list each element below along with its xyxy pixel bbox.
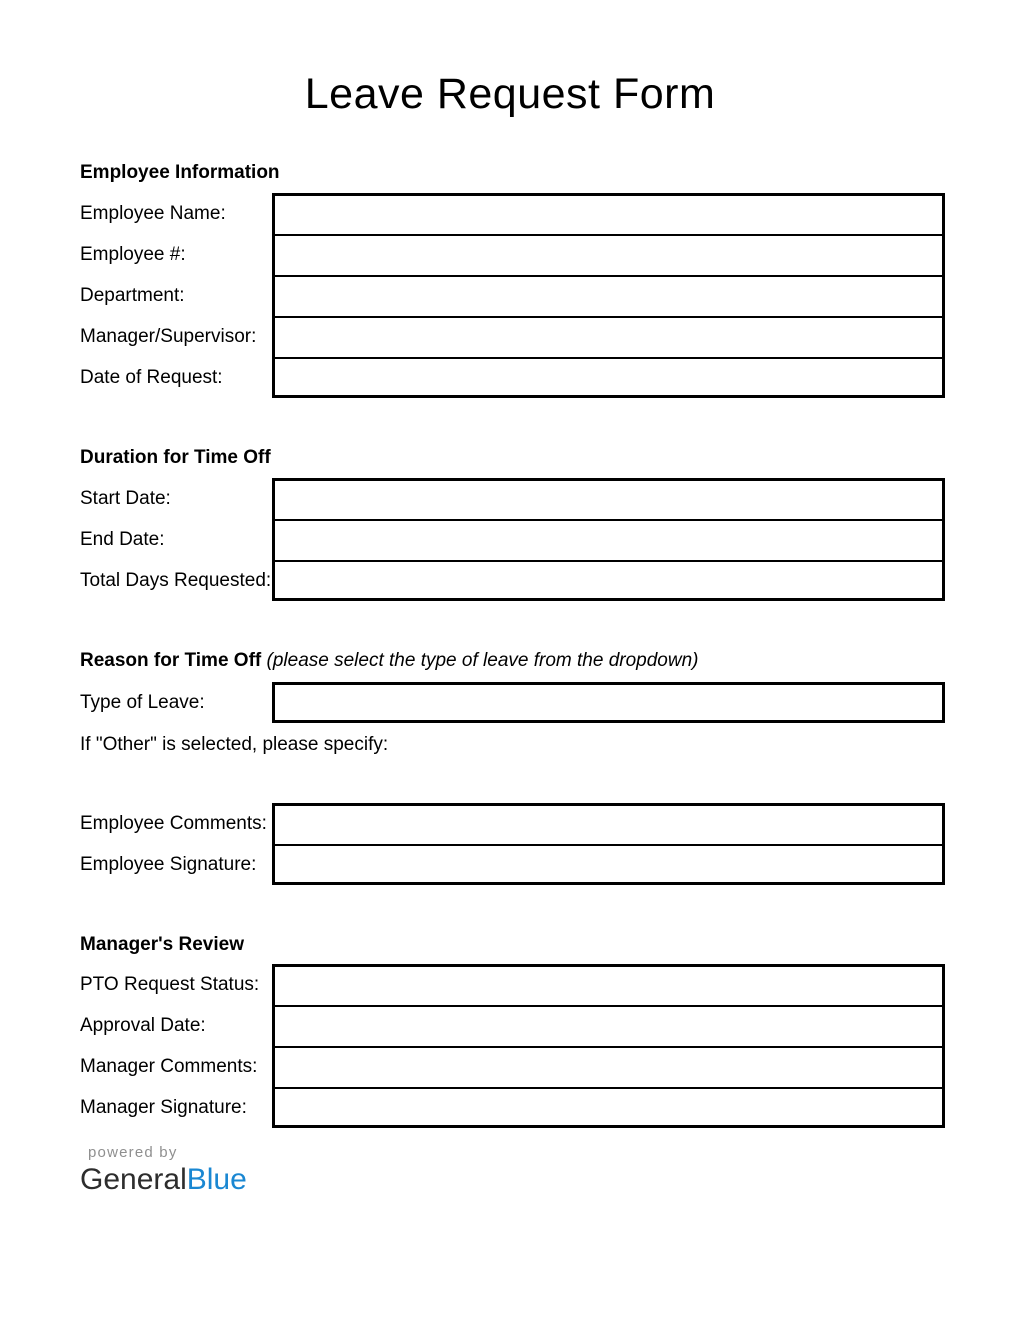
employee-name-label: Employee Name:	[80, 202, 226, 224]
managers-review-table	[80, 964, 945, 1128]
department-input[interactable]	[272, 275, 945, 316]
manager-comments-input[interactable]	[272, 1046, 945, 1087]
form-row	[80, 803, 945, 844]
manager-supervisor-label: Manager/Supervisor:	[80, 325, 257, 347]
date-of-request-label: Date of Request:	[80, 366, 223, 388]
employee-comments-input[interactable]	[272, 803, 945, 844]
employee-name-input[interactable]	[272, 193, 945, 234]
section-heading-duration-for-time-off: Duration for Time Off	[80, 447, 271, 469]
powered-by-label: powered by	[88, 1144, 178, 1162]
pto-request-status-input[interactable]	[272, 964, 945, 1005]
employee-sign-off-table	[80, 803, 945, 885]
type-of-leave-table	[80, 682, 945, 723]
other-specify-note: If "Other" is selected, please specify:	[80, 734, 389, 756]
form-row	[80, 964, 945, 1005]
manager-supervisor-input[interactable]	[272, 316, 945, 357]
total-days-requested-input[interactable]	[272, 560, 945, 601]
form-row	[80, 519, 945, 560]
type-of-leave-dropdown[interactable]	[272, 682, 945, 723]
employee-comments-label: Employee Comments:	[80, 812, 267, 834]
department-label: Department:	[80, 284, 185, 306]
form-row	[80, 844, 945, 885]
end-date-input[interactable]	[272, 519, 945, 560]
start-date-input[interactable]	[272, 478, 945, 519]
approval-date-input[interactable]	[272, 1005, 945, 1046]
employee-number-input[interactable]	[272, 234, 945, 275]
form-row	[80, 1046, 945, 1087]
employee-information-table	[80, 193, 945, 398]
general-blue-logo	[80, 1162, 1020, 1198]
form-row	[80, 1005, 945, 1046]
form-row	[80, 193, 945, 234]
approval-date-label: Approval Date:	[80, 1014, 206, 1036]
date-of-request-input[interactable]	[272, 357, 945, 398]
section-heading-reason-for-time-off	[80, 650, 1020, 672]
form-row	[80, 478, 945, 519]
form-row	[80, 316, 945, 357]
brand-blue-text: Blue	[186, 1163, 247, 1197]
end-date-label: End Date:	[80, 528, 165, 550]
reason-heading-text: Reason for Time Off	[80, 650, 262, 672]
manager-signature-label: Manager Signature:	[80, 1096, 247, 1118]
form-row	[80, 560, 945, 601]
section-heading-managers-review: Manager's Review	[80, 934, 244, 956]
page-title: Leave Request Form	[304, 70, 716, 118]
section-heading-employee-information: Employee Information	[80, 162, 280, 184]
brand-general-text: General	[80, 1163, 187, 1197]
employee-signature-input[interactable]	[272, 844, 945, 885]
manager-comments-label: Manager Comments:	[80, 1055, 258, 1077]
form-row	[80, 234, 945, 275]
form-row	[80, 357, 945, 398]
type-of-leave-label: Type of Leave:	[80, 691, 205, 713]
reason-heading-note: (please select the type of leave from the dropdown)	[266, 650, 699, 672]
form-row	[80, 682, 945, 723]
pto-request-status-label: PTO Request Status:	[80, 973, 260, 995]
duration-table	[80, 478, 945, 601]
form-row	[80, 1087, 945, 1128]
form-row	[80, 275, 945, 316]
footer	[80, 1144, 1020, 1198]
manager-signature-input[interactable]	[272, 1087, 945, 1128]
start-date-label: Start Date:	[80, 487, 171, 509]
employee-number-label: Employee #:	[80, 243, 186, 265]
employee-signature-label: Employee Signature:	[80, 853, 257, 875]
total-days-requested-label: Total Days Requested:	[80, 569, 272, 591]
